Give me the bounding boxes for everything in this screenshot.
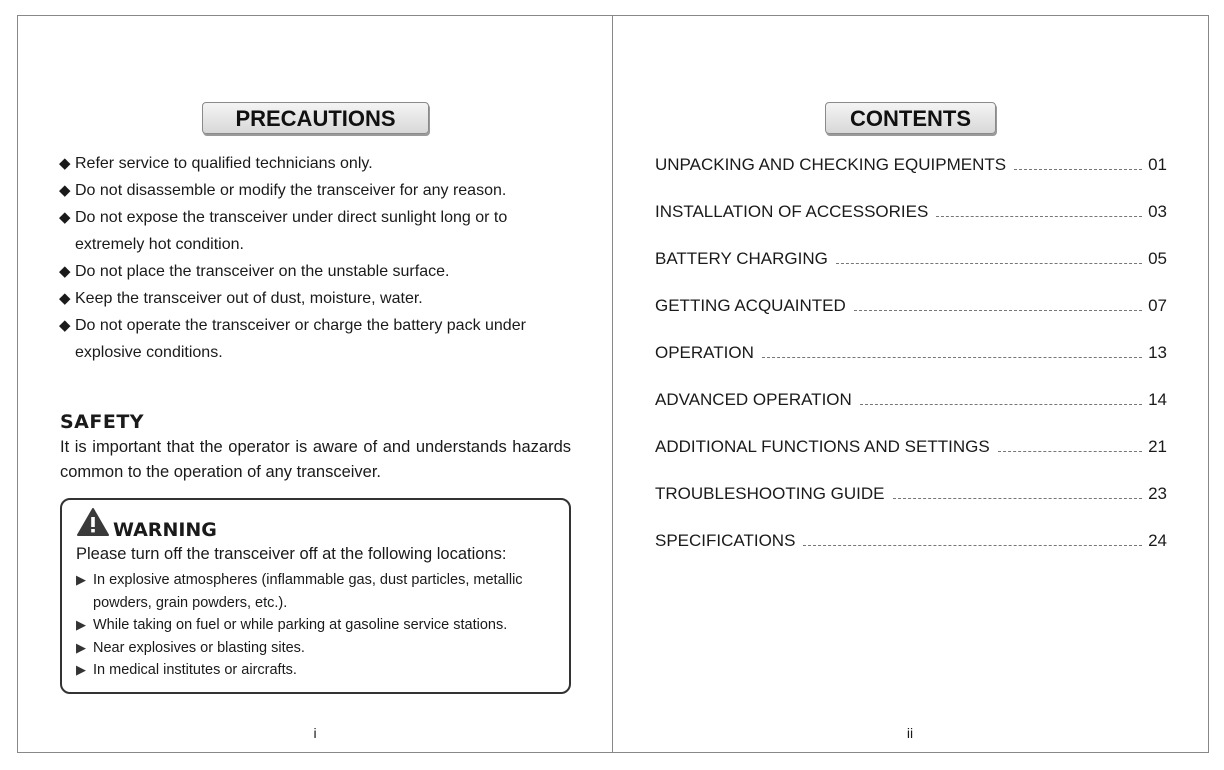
list-item	[59, 204, 579, 258]
diamond-bullet-icon: ◆	[59, 290, 71, 307]
toc-entry-page: 03	[1148, 202, 1167, 221]
toc-entry[interactable]	[655, 484, 1167, 531]
page-number: i	[313, 725, 317, 741]
list-item-text: Do not expose the transceiver under direct sunlight long or to extremely hot condition.	[75, 209, 508, 253]
dot-leader	[860, 403, 1142, 405]
list-item	[76, 637, 566, 660]
list-item-text: In medical institutes or aircrafts.	[93, 662, 297, 678]
warning-list	[76, 569, 566, 682]
toc-entry[interactable]	[655, 343, 1167, 390]
list-item-text: In explosive atmospheres (inflammable gas, dust particles, metallic powders, grain powders, etc.).	[93, 572, 523, 611]
diamond-bullet-icon: ◆	[59, 263, 71, 280]
table-of-contents	[655, 155, 1167, 578]
toc-entry-page: 14	[1148, 390, 1167, 409]
list-item-text: Do not place the transceiver on the unstable surface.	[75, 263, 450, 280]
precautions-heading: PRECAUTIONS	[202, 102, 429, 134]
safety-heading: SAFETY	[60, 411, 145, 433]
list-item	[59, 150, 579, 177]
list-item	[76, 614, 566, 637]
dot-leader	[836, 262, 1142, 264]
list-item	[59, 258, 579, 285]
warning-box	[60, 498, 571, 694]
toc-entry-label: INSTALLATION OF ACCESSORIES	[655, 202, 929, 221]
triangle-bullet-icon: ▶	[76, 572, 86, 587]
diamond-bullet-icon: ◆	[59, 182, 71, 199]
list-item-text: Do not disassemble or modify the transceiver for any reason.	[75, 182, 507, 199]
dot-leader	[998, 450, 1142, 452]
toc-entry[interactable]	[655, 531, 1167, 578]
toc-entry[interactable]	[655, 296, 1167, 343]
list-item-text: Do not operate the transceiver or charge the battery pack under explosive conditions.	[75, 317, 526, 361]
warning-title: WARNING	[113, 519, 217, 541]
safety-paragraph: It is important that the operator is aware of and understands hazards common to the operation of any transceiver.	[60, 438, 571, 481]
list-item	[59, 177, 579, 204]
dot-leader	[762, 356, 1142, 358]
diamond-bullet-icon: ◆	[59, 317, 71, 334]
toc-entry-page: 01	[1148, 155, 1167, 174]
page-number: ii	[906, 725, 914, 741]
toc-entry[interactable]	[655, 390, 1167, 437]
toc-entry-label: UNPACKING AND CHECKING EQUIPMENTS	[655, 155, 1007, 174]
warning-triangle-icon	[76, 507, 110, 537]
toc-entry-page: 21	[1148, 437, 1167, 456]
toc-entry-page: 13	[1148, 343, 1167, 362]
toc-entry-label: OPERATION	[655, 343, 754, 362]
list-item	[76, 659, 566, 682]
toc-entry-label: GETTING ACQUAINTED	[655, 296, 846, 315]
toc-entry-page: 23	[1148, 484, 1167, 503]
list-item-text: Refer service to qualified technicians only.	[75, 155, 373, 172]
toc-entry-page: 24	[1148, 531, 1167, 550]
triangle-bullet-icon: ▶	[76, 639, 86, 655]
list-item	[59, 285, 579, 312]
warning-intro: Please turn off the transceiver off at the following locations:	[76, 545, 507, 563]
toc-entry-page: 05	[1148, 249, 1167, 268]
toc-entry[interactable]	[655, 437, 1167, 484]
list-item-text: Keep the transceiver out of dust, moisture, water.	[75, 290, 423, 307]
toc-entry-label: BATTERY CHARGING	[655, 249, 828, 268]
toc-entry[interactable]	[655, 202, 1167, 249]
toc-entry[interactable]	[655, 249, 1167, 296]
list-item	[59, 312, 579, 366]
dot-leader	[803, 544, 1142, 546]
dot-leader	[893, 497, 1143, 499]
triangle-bullet-icon: ▶	[76, 662, 86, 677]
left-page	[17, 15, 612, 753]
list-item-text: While taking on fuel or while parking at gasoline service stations.	[93, 617, 508, 633]
list-item	[76, 569, 566, 614]
diamond-bullet-icon: ◆	[59, 209, 71, 226]
precautions-list	[59, 150, 579, 366]
contents-heading: CONTENTS	[825, 102, 996, 134]
toc-entry-label: ADDITIONAL FUNCTIONS AND SETTINGS	[655, 437, 990, 456]
triangle-bullet-icon: ▶	[76, 617, 86, 632]
toc-entry[interactable]	[655, 155, 1167, 202]
dot-leader	[854, 309, 1142, 311]
toc-entry-label: ADVANCED OPERATION	[655, 390, 852, 409]
toc-entry-label: SPECIFICATIONS	[655, 531, 796, 550]
list-item-text: Near explosives or blasting sites.	[93, 639, 305, 656]
diamond-bullet-icon: ◆	[59, 155, 71, 172]
toc-entry-page: 07	[1148, 296, 1167, 315]
dot-leader	[936, 215, 1142, 217]
toc-entry-label: TROUBLESHOOTING GUIDE	[655, 484, 885, 503]
dot-leader	[1014, 168, 1142, 170]
right-page	[613, 15, 1209, 753]
